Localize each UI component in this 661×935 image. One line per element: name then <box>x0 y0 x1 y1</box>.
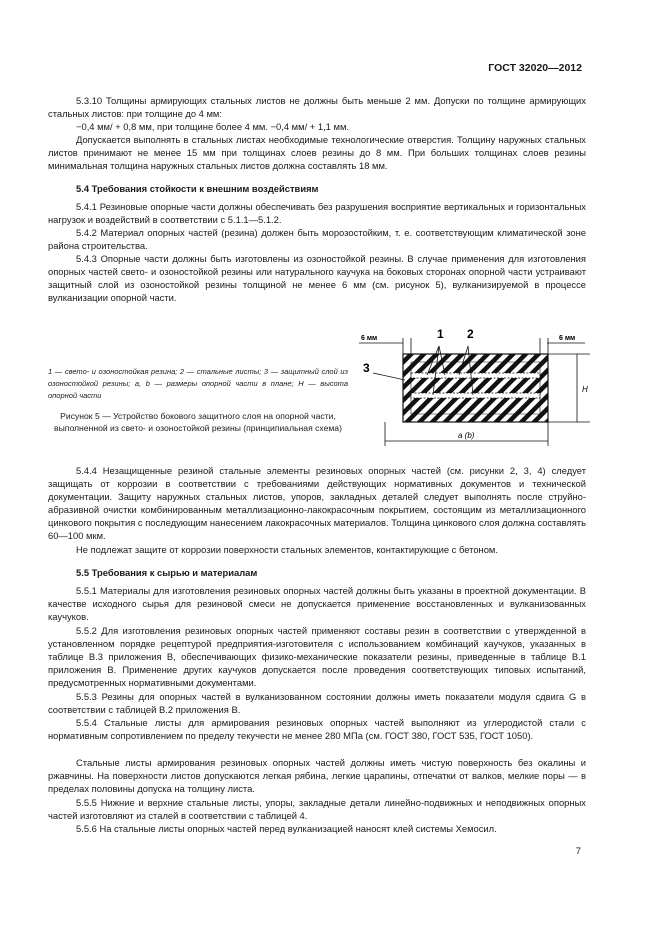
para-5-4-2: 5.4.2 Материал опорных частей (резина) должен быть морозостойким, т. е. соответствующим климатической зоне района строительства. <box>48 227 586 252</box>
bearing-section <box>403 354 548 422</box>
figure-caption: Рисунок 5 — Устройство бокового защитного слоя на опорной части, выполненной из свето- и озоностойкой резины (принципиальная схема) <box>54 411 342 434</box>
callout-3: 3 <box>363 361 370 375</box>
dim-width-label: a (b) <box>458 431 475 440</box>
dim-height-label: H <box>582 385 588 394</box>
para-5-3-10: 5.3.10 Толщины армирующих стальных листов не должны быть меньше 2 мм. Допуски по толщине армирующих стальных листов: при толщине до 4 мм: <box>48 95 586 120</box>
para-5-3-10-tolerances: −0,4 мм/ + 0,8 мм, при толщине более 4 мм. −0,4 мм/ + 1,1 мм. <box>76 121 349 132</box>
para-5-5-6: 5.5.6 На стальные листы опорных частей перед вулканизацией наносят клей системы Хемосил. <box>76 823 497 834</box>
callout-1: 1 <box>437 327 444 341</box>
dim-right-label: 6 мм <box>559 335 576 342</box>
section-5-5-heading: 5.5 Требования к сырью и материалам <box>76 567 258 578</box>
document-header: ГОСТ 32020—2012 <box>488 62 582 74</box>
para-5-3-10-holes: Допускается выполнять в стальных листах необходимые технологические отверстия. Толщину наружных стальных листов принимают не менее 15 мм при толщинах слоев резины до 8 мм. При больших толщинах слоев резины минимальная толщина наружных стальных листов должна составлять 18 мм. <box>48 134 586 172</box>
dim-left-label: 6 мм <box>361 335 378 342</box>
para-5-5-5: 5.5.5 Нижние и верхние стальные листы, упоры, закладные детали линейно-подвижных и неподвижных опорных частей изготовляют из сталей в соответствии с таблицей 4. <box>48 797 586 822</box>
callout-2: 2 <box>467 327 474 341</box>
para-5-4-4: 5.4.4 Незащищенные резиной стальные элементы резиновых опорных частей (см. рисунки 2, 3, 4) следует защищать от коррозии в соответствии с требованиями действующих нормативных документов и технической документации. Защиту наружных стальных листов, упоров, закладных деталей следует выполнять после струйно-абразивной очистки комбинированным металлизационно-лакокрасочным покрытием, состоящим из металлизационного цинкового покрытия с последующим нанесением лакокрасочных материалов. Толщина цинкового слоя должна составлять 60—100 мкм. <box>48 465 586 542</box>
para-5-4-1: 5.4.1 Резиновые опорные части должны обеспечивать без разрушения восприятие вертикальных и горизонтальных нагрузок и воздействий в соответствии с 5.1.1—5.1.2. <box>48 201 586 226</box>
para-5-4-4-exception: Не подлежат защите от коррозии поверхности стальных элементов, контактирующие с бетоном. <box>76 544 498 555</box>
para-5-5-4: 5.5.4 Стальные листы для армирования резиновых опорных частей выполняют из углеродистой стали с нормативным сопротивлением по пределу текучести не менее 280 МПа (см. ГОСТ 380, ГОСТ 535, ГОСТ 1050). <box>48 717 586 742</box>
figure-5-diagram <box>355 318 595 448</box>
para-5-4-3: 5.4.3 Опорные части должны быть изготовлены из озоностойкой резины. В случае применения для изготовления опорных частей свето- и озоностойкой резины или натурального каучука на боковых сторонах опорной части устраивают защитный слой из озоностойкой резины толщиной не менее 6 мм (см. рисунок 5), вулканизируемой в процессе вулканизации опорной части. <box>48 253 586 304</box>
para-5-5-4-surface: Стальные листы армирования резиновых опорных частей должны иметь чистую поверхность без окалины и ржавчины. На поверхности листов допускаются легкая рябина, легкие царапины, отпечатки от валков, мелкие поры — в пределах половины допуска на толщину листа. <box>48 757 586 795</box>
section-5-4-heading: 5.4 Требования стойкости к внешним воздействиям <box>76 183 319 194</box>
page-number: 7 <box>575 845 581 856</box>
para-5-5-2: 5.5.2 Для изготовления резиновых опорных частей применяют составы резин в соответствии с утвержденной в установленном порядке рецептурой предприятия-изготовителя с использованием комбинаций каучуков, указанных в таблице В.3 приложения В, обеспечивающих физико-механические показатели резины, приведенные в таблице В.1 приложения В. Применение других каучуков допускается после проведения соответствующих типовых испытаний, предусмотренных нормативными документами. <box>48 625 586 689</box>
para-5-5-1: 5.5.1 Материалы для изготовления резиновых опорных частей должны быть указаны в проектной документации. В качестве исходного сырья для резиновой смеси не допускается применение восстановленных и вулканизованных каучуков. <box>48 585 586 623</box>
para-5-5-3: 5.5.3 Резины для опорных частей в вулканизованном состоянии должны иметь показатели модуля сдвига G в соответствии с таблицей В.2 приложения В. <box>48 691 586 716</box>
figure-legend: 1 — свето- и озоностойкая резина; 2 — стальные листы; 3 — защитный слой из озоностойкой резины; a, b — размеры опорной части в плане; H — высота опорной части <box>48 367 348 400</box>
